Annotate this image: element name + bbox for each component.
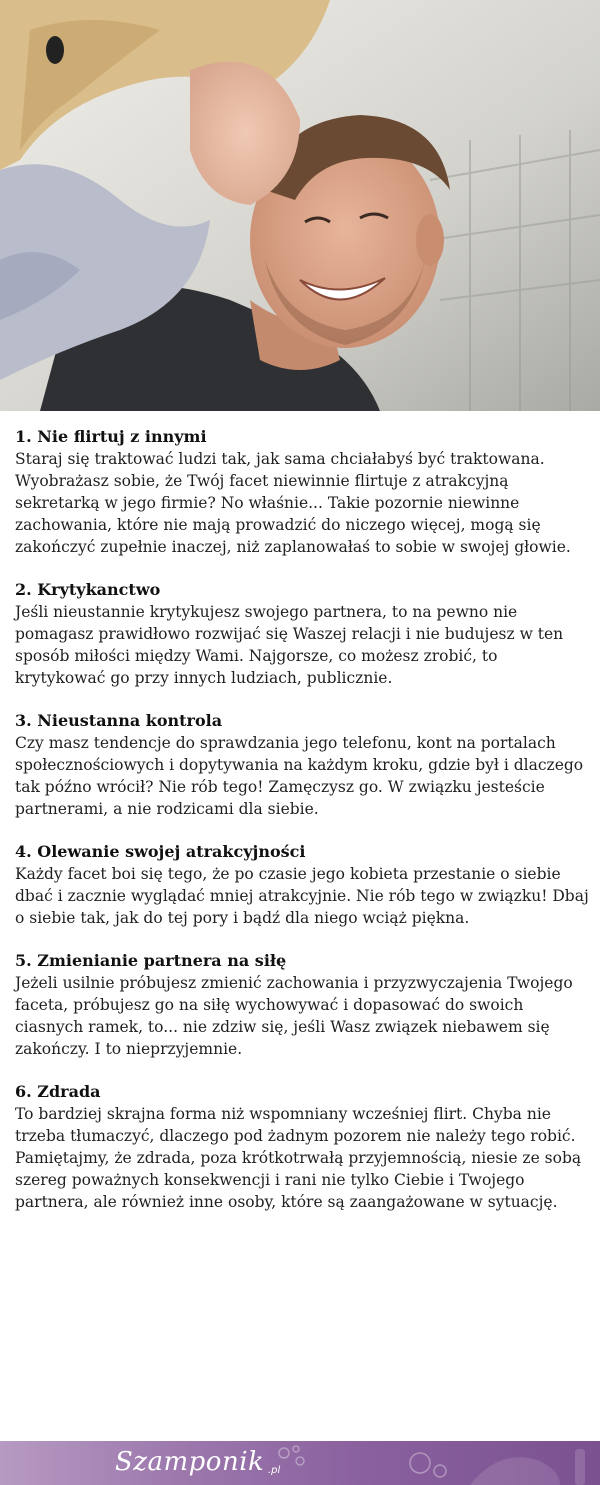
item-text: Staraj się traktować ludzi tak, jak sama chciałabyś być traktowana. Wyobrażasz sobie, że Twój facet niewinnie flirtuje z atrakcyjną sekretarką w jego firmie? No właśnie... Takie pozornie niewinne zachowania, które nie mają prowadzić do niczego więcej, mogą się zakończyć zupełnie inaczej, niż zaplanowałaś to sobie w swojej głowie. (15, 450, 571, 556)
brand-logo[interactable]: Szamponik (115, 1447, 265, 1477)
item-text: Jeżeli usilnie próbujesz zmienić zachowania i przyzwyczajenia Twojego faceta, próbujesz go na siłę wychowywać i dopasować do swoich ciasnych ramek, to... nie zdziw się, jeśli Wasz związek niebawem się zakończy. I to nieprzyjemnie. (15, 974, 573, 1058)
list-item (15, 841, 590, 929)
article (15, 426, 590, 1234)
banner-decoration (0, 1441, 600, 1485)
list-item (15, 1081, 590, 1213)
item-title: 5. Zmienianie partnera na siłę (15, 951, 287, 970)
footer-banner (0, 1441, 600, 1485)
item-title: 1. Nie flirtuj z innymi (15, 427, 207, 446)
couple-illustration (0, 0, 600, 411)
item-title: 2. Krytykanctwo (15, 580, 161, 599)
item-title: 4. Olewanie swojej atrakcyjności (15, 842, 306, 861)
item-text: Każdy facet boi się tego, że po czasie jego kobieta przestanie o siebie dbać i zacznie wyglądać mniej atrakcyjnie. Nie rób tego w związku! Dbaj o siebie tak, jak do tej pory i bądź dla niego wciąż piękna. (15, 865, 589, 927)
brand-domain: .pl (268, 1465, 281, 1476)
list-item (15, 579, 590, 689)
list-item (15, 426, 590, 558)
item-title: 3. Nieustanna kontrola (15, 711, 223, 730)
item-text: Czy masz tendencje do sprawdzania jego telefonu, kont na portalach społecznościowych i dopytywania na każdym kroku, gdzie był i dlaczego tak późno wrócił? Nie rób tego! Zamęczysz go. W związku jesteście partnerami, a nie rodzicami dla siebie. (15, 734, 584, 818)
item-text: To bardziej skrajna forma niż wspomniany wcześniej flirt. Chyba nie trzeba tłumaczyć, dlaczego pod żadnym pozorem nie należy tego robić. Pamiętajmy, że zdrada, poza krótkotrwałą przyjemnością, niesie ze sobą szereg poważnych konsekwencji i rani nie tylko Ciebie i Twojego partnera, ale również inne osoby, które są zaangażowane w sytuację. (15, 1105, 582, 1211)
item-title: 6. Zdrada (15, 1082, 101, 1101)
couple-photo (0, 0, 600, 411)
list-item (15, 710, 590, 820)
list-item (15, 950, 590, 1060)
item-text: Jeśli nieustannie krytykujesz swojego partnera, to na pewno nie pomagasz prawidłowo rozwijać się Waszej relacji i nie budujesz w ten sposób miłości między Wami. Najgorsze, co możesz zrobić, to krytykować go przy innych ludziach, publicznie. (15, 603, 564, 687)
